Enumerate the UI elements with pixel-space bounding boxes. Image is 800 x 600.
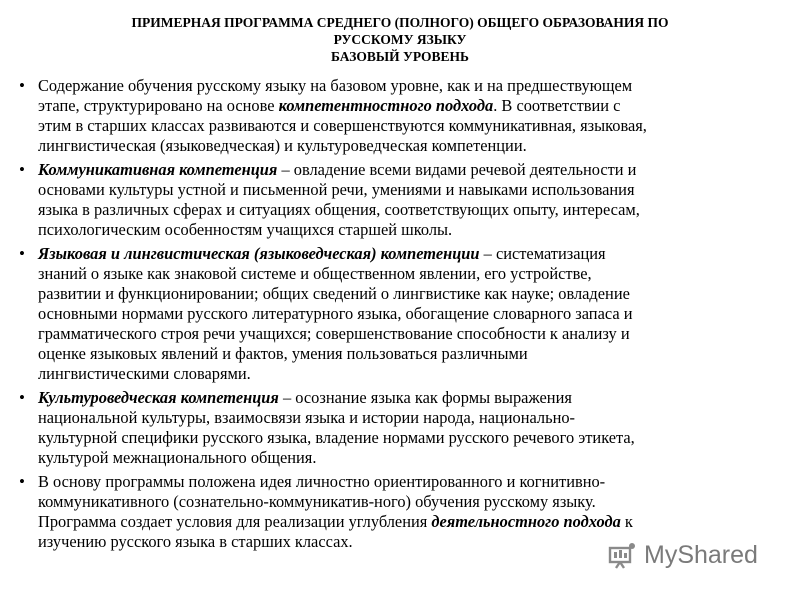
text-line: [38, 324, 786, 344]
text-segment: к: [620, 512, 633, 531]
bullet-text: [38, 388, 786, 468]
bullet-item: [16, 160, 786, 240]
text-line: [38, 492, 786, 512]
bullet-icon: •: [19, 244, 25, 263]
slide-title: [60, 14, 740, 65]
emphasized-term: деятельностного подхода: [431, 512, 621, 531]
text-segment: культурной специфики русского языка, владение нормами русского речевого этикета,: [38, 428, 635, 447]
text-line: [38, 180, 786, 200]
text-segment: оценке языковых явлений и фактов, умения пользоваться различными: [38, 344, 528, 363]
text-segment: изучению русского языка в старших классах.: [38, 532, 353, 551]
text-line: [38, 160, 786, 180]
myshared-logo-icon: [608, 540, 638, 570]
text-line: [38, 284, 786, 304]
bullet-icon: •: [19, 76, 25, 95]
text-segment: национальной культуры, взаимосвязи языка и истории народа, национально-: [38, 408, 575, 427]
text-segment: психологическим особенностям учащихся старшей школы.: [38, 220, 453, 239]
text-line: [38, 472, 786, 492]
emphasized-term: Коммуникативная компетенция: [38, 160, 278, 179]
text-line: [38, 408, 786, 428]
text-segment: – систематизация: [479, 244, 606, 263]
text-line: [38, 512, 786, 532]
text-segment: грамматического строя речи учащихся; совершенствование способности к анализу и: [38, 324, 630, 343]
text-segment: основами культуры устной и письменной речи, умениями и навыками использования: [38, 180, 635, 199]
bullet-text: [38, 160, 786, 240]
bullet-icon: •: [19, 388, 25, 407]
text-segment: этапе, структурировано на основе: [38, 96, 279, 115]
text-line: [38, 96, 786, 116]
text-segment: В основу программы положена идея личностно ориентированного и когнитивно-: [38, 472, 606, 491]
text-segment: этим в старших классах развиваются и совершенствуются коммуникативная, языковая,: [38, 116, 647, 135]
text-line: [38, 264, 786, 284]
bullet-item: [16, 388, 786, 468]
text-segment: лингвистическими словарями.: [38, 364, 251, 383]
text-line: [38, 344, 786, 364]
bullet-item: [16, 244, 786, 384]
text-line: [38, 244, 786, 264]
text-line: [38, 304, 786, 324]
emphasized-term: компетентностного подхода: [278, 96, 494, 115]
bullet-item: [16, 76, 786, 156]
title-line-1: ПРИМЕРНАЯ ПРОГРАММА СРЕДНЕГО (ПОЛНОГО) ОБЩЕГО ОБРАЗОВАНИЯ ПО: [131, 15, 669, 30]
text-segment: . В соответствии с: [493, 96, 621, 115]
emphasized-term: Языковая и лингвистическая (языковедческая) компетенции: [38, 244, 480, 263]
text-line: [38, 388, 786, 408]
bullet-icon: •: [19, 472, 25, 491]
text-line: [38, 448, 786, 468]
text-segment: лингвистическая (языковедческая) и культуроведческая компетенции.: [38, 136, 527, 155]
text-segment: знаний о языке как знаковой системе и общественном явлении, его устройстве,: [38, 264, 592, 283]
text-segment: – овладение всеми видами речевой деятельности и: [277, 160, 637, 179]
bullet-list: [16, 76, 786, 556]
watermark-text: MyShared: [644, 540, 758, 569]
text-line: [38, 76, 786, 96]
bullet-text: [38, 76, 786, 156]
text-line: [38, 428, 786, 448]
text-segment: коммуникативного (сознательно-коммуникатив-ного) обучения русскому языку.: [38, 492, 596, 511]
text-segment: основными нормами русского литературного языка, обогащение словарного запаса и: [38, 304, 633, 323]
myshared-watermark: [608, 535, 758, 575]
text-segment: культурой межнационального общения.: [38, 448, 317, 467]
text-line: [38, 200, 786, 220]
text-segment: Программа создает условия для реализации углубления: [38, 512, 432, 531]
text-segment: языка в различных сферах и ситуациях общения, соответствующих опыту, интересам,: [38, 200, 640, 219]
text-line: [38, 136, 786, 156]
text-line: [38, 220, 786, 240]
text-line: [38, 364, 786, 384]
bullet-text: [38, 244, 786, 384]
text-line: [38, 116, 786, 136]
title-line-3: БАЗОВЫЙ УРОВЕНЬ: [331, 49, 469, 64]
text-segment: развитии и функционировании; общих сведений о лингвистике как науке; овладение: [38, 284, 630, 303]
text-segment: – осознание языка как формы выражения: [278, 388, 572, 407]
text-segment: Содержание обучения русскому языку на базовом уровне, как и на предшествующем: [38, 76, 633, 95]
title-line-2: РУССКОМУ ЯЗЫКУ: [333, 32, 467, 47]
bullet-icon: •: [19, 160, 25, 179]
emphasized-term: Культуроведческая компетенция: [38, 388, 279, 407]
